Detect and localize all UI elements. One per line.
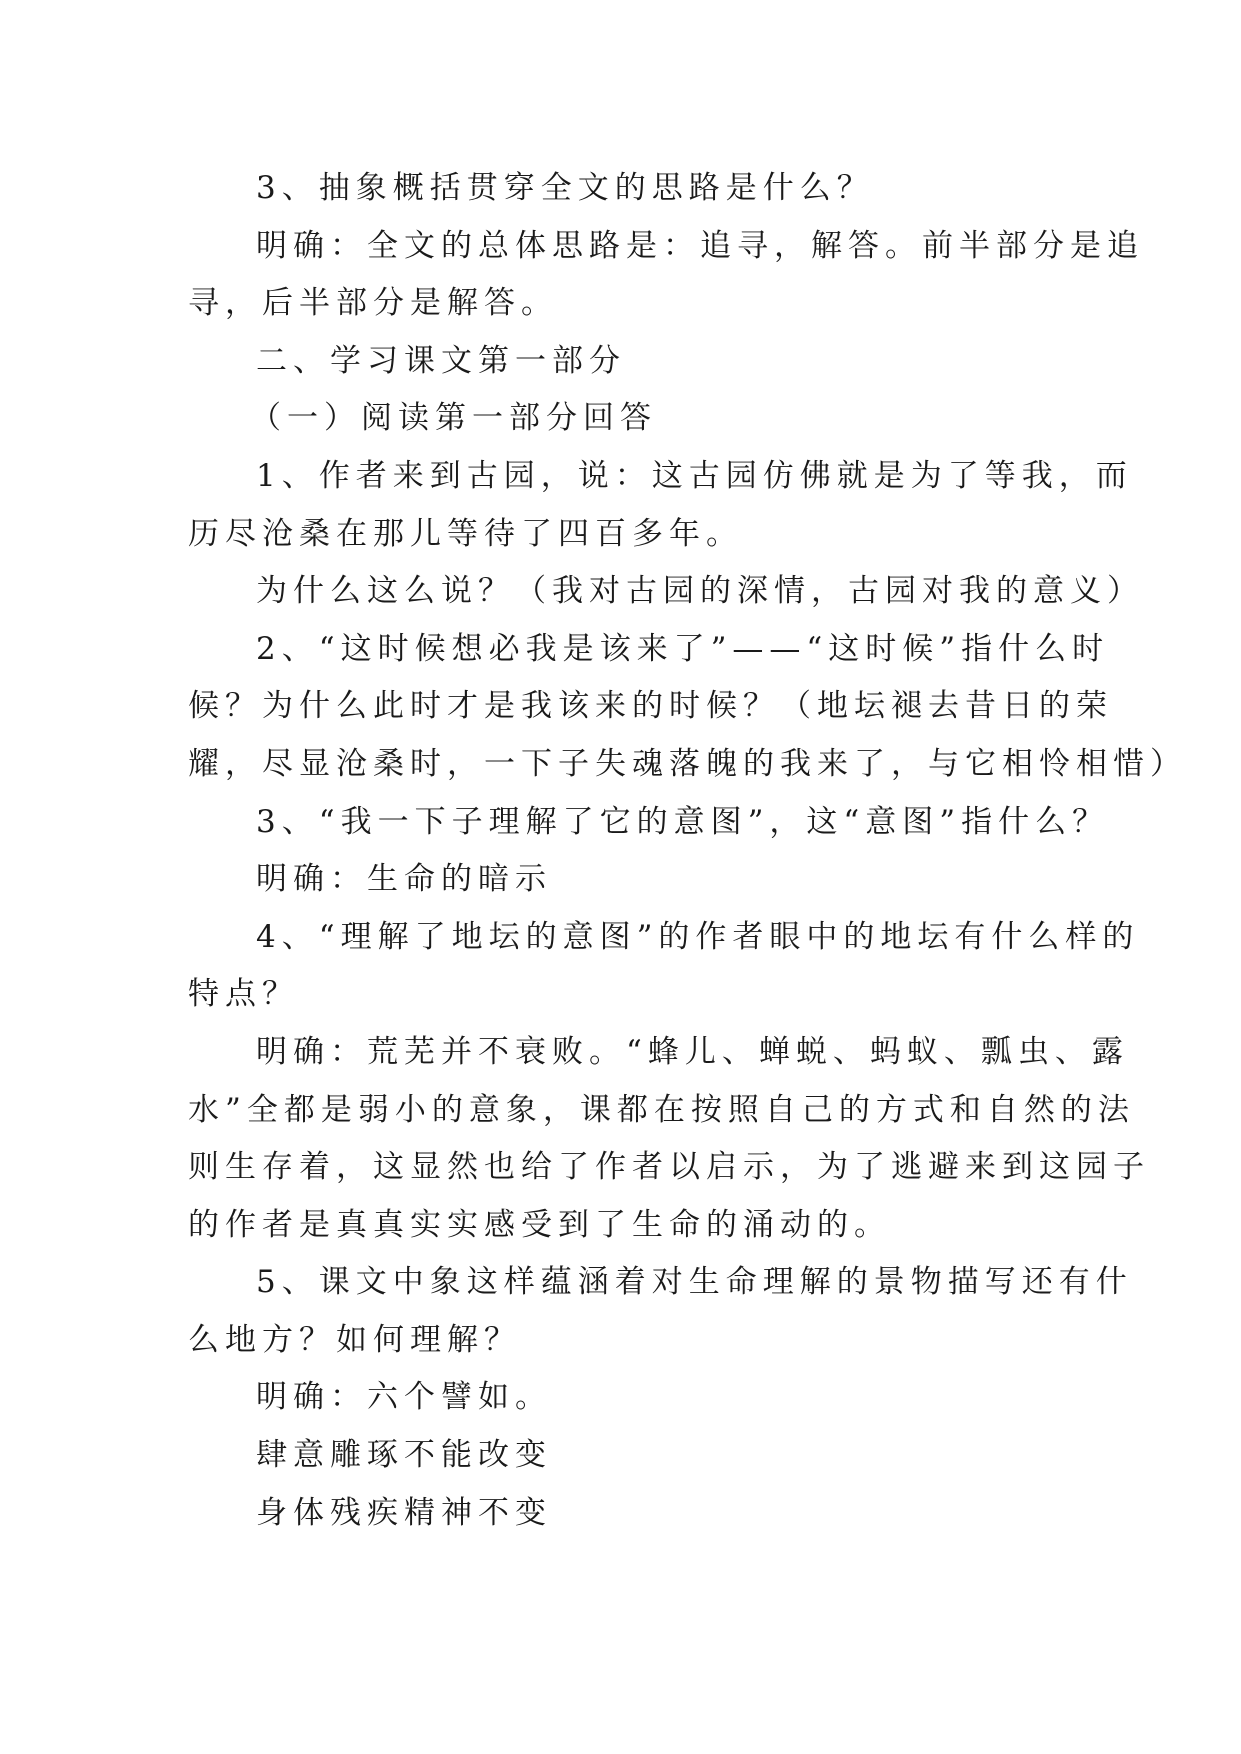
- question-2-line-2: 候？为什么此时才是我该来的时候？（地坛褪去昔日的荣: [188, 688, 1113, 725]
- question-1-line-1: 1、作者来到古园，说：这古园仿佛就是为了等我，而: [256, 457, 1133, 494]
- answer-4-line-2: 水”全都是弱小的意象，课都在按照自己的方式和自然的法: [188, 1091, 1135, 1128]
- question-3-summary: 3、抽象概括贯穿全文的思路是什么？: [256, 170, 874, 206]
- answer-4-line-4: 的作者是真真实实感受到了生命的涌动的。: [188, 1206, 891, 1243]
- question-4-line-1: 4、“理解了地坛的意图”的作者眼中的地坛有什么样的: [256, 918, 1140, 955]
- question-5-line-2: 么地方？如何理解？: [188, 1321, 521, 1358]
- question-2-line-3: 耀，尽显沧桑时，一下子失魂落魄的我来了，与它相怜相惜）: [188, 745, 1187, 782]
- answer-4-line-1: 明确：荒芜并不衰败。“蜂儿、蝉蜕、蚂蚁、瓢虫、露: [256, 1033, 1129, 1070]
- question-2-line-1: 2、“这时候想必我是该来了”——“这时候”指什么时: [256, 630, 1110, 667]
- question-3-intent: 3、“我一下子理解了它的意图”，这“意图”指什么？: [256, 803, 1110, 840]
- example-line-2: 身体残疾精神不变: [256, 1494, 552, 1531]
- answer-4-line-3: 则生存着，这显然也给了作者以启示，为了逃避来到这园子: [188, 1149, 1150, 1186]
- question-1-followup: 为什么这么说？（我对古园的深情，古园对我的意义）: [256, 573, 1144, 610]
- subsection-1-heading: （一）阅读第一部分回答: [250, 400, 657, 437]
- question-5-line-1: 5、课文中象这样蕴涵着对生命理解的景物描写还有什: [256, 1264, 1133, 1301]
- answer-intent: 明确：生命的暗示: [256, 861, 552, 898]
- document-body: [188, 160, 1187, 1542]
- answer-5: 明确：六个譬如。: [256, 1379, 552, 1416]
- answer-3-line-2: 寻，后半部分是解答。: [188, 285, 558, 322]
- question-4-line-2: 特点？: [188, 976, 299, 1013]
- answer-3-line-1: 明确：全文的总体思路是：追寻，解答。前半部分是追: [256, 227, 1144, 264]
- question-1-line-2: 历尽沧桑在那儿等待了四百多年。: [188, 515, 743, 552]
- example-line-1: 肆意雕琢不能改变: [256, 1437, 552, 1474]
- section-2-heading: 二、学习课文第一部分: [256, 342, 626, 379]
